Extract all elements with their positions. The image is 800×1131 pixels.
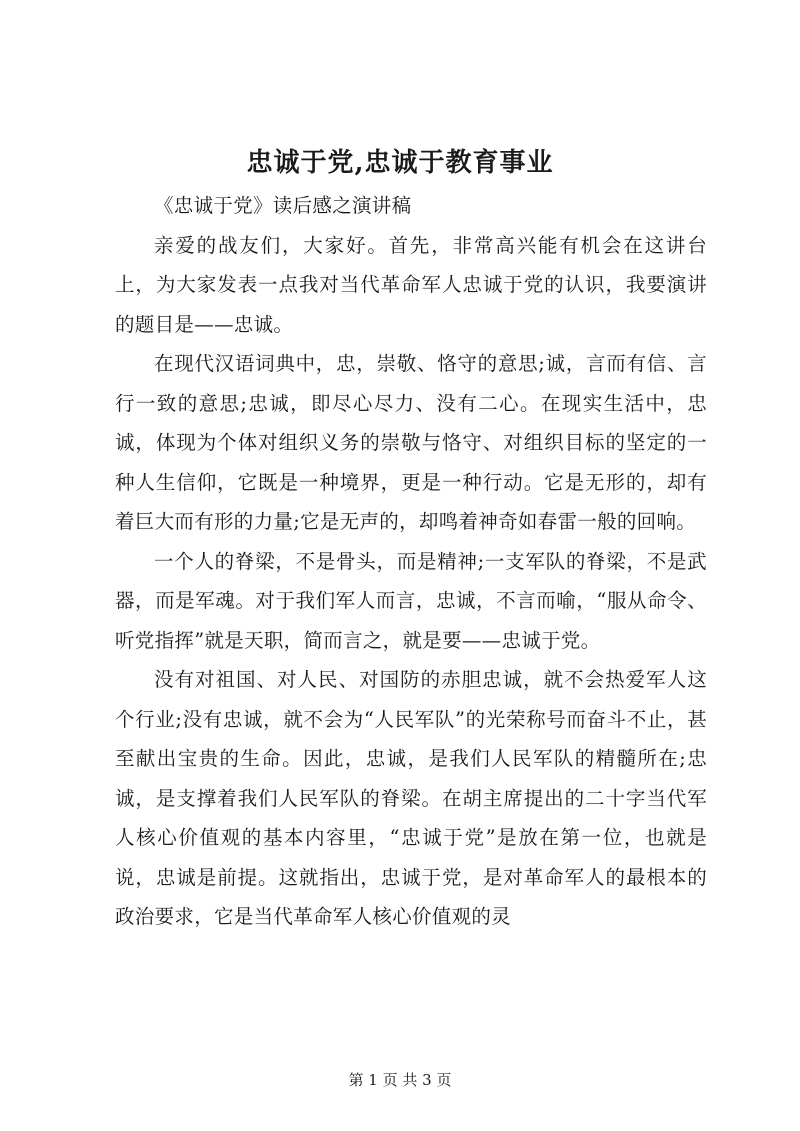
subtitle-paragraph: 《忠诚于党》读后感之演讲稿 xyxy=(154,194,412,217)
body-paragraph: 亲爱的战友们，大家好。首先，非常高兴能有机会在这讲台上，为大家发表一点我对当代革命军人忠诚于党的认识，我要演讲的题目是——忠诚。 xyxy=(115,233,707,336)
body-paragraph: 一个人的脊梁，不是骨头，而是精神;一支军队的脊梁，不是武器，而是军魂。对于我们军人而言，忠诚，不言而喻，“服从命令、听党指挥”就是天职，简而言之，就是要——忠诚于党。 xyxy=(115,549,707,652)
body-paragraph: 没有对祖国、对人民、对国防的赤胆忠诚，就不会热爱军人这个行业;没有忠诚，就不会为“人民军队”的光荣称号而奋斗不止，甚至献出宝贵的生命。因此，忠诚，是我们人民军队的精髓所在;忠诚，是支撑着我们人民军队的脊梁。在胡主席提出的二十字当代军人核心价值观的基本内容里，“忠诚于党”是放在第一位，也就是说，忠诚是前提。这就指出，忠诚于党，是对革命军人的最根本的政治要求，它是当代革命军人核心价值观的灵 xyxy=(115,668,707,928)
body-paragraph: 在现代汉语词典中，忠，崇敬、恪守的意思;诚，言而有信、言行一致的意思;忠诚，即尽心尽力、没有二心。在现实生活中，忠诚，体现为个体对组织义务的崇敬与恪守、对组织目标的坚定的一种人生信仰，它既是一种境界，更是一种行动。它是无形的，却有着巨大而有形的力量;它是无声的，却鸣着神奇如春雷一般的回响。 xyxy=(115,352,707,533)
document-body xyxy=(115,186,707,937)
page-footer: 第 1 页 共 3 页 xyxy=(348,1071,452,1089)
document-title: 忠诚于党,忠诚于教育事业 xyxy=(246,148,554,178)
